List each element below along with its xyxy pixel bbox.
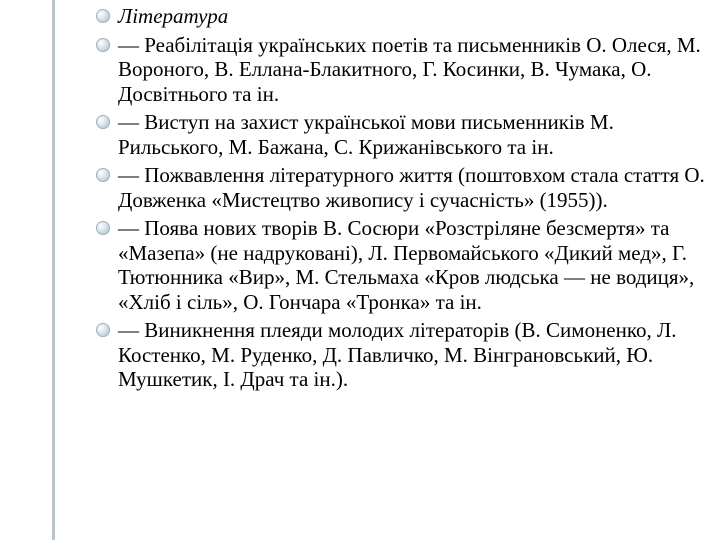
list-item-heading bbox=[96, 4, 708, 29]
list-item-text: — Реабілітація українських поетів та письменників О. Олеся, М. Вороного, В. Еллана-Блакитного, Г. Косинки, В. Чумака, О. Досвітнього та ін. bbox=[118, 32, 701, 106]
bullet-icon bbox=[96, 115, 110, 129]
bullet-icon bbox=[96, 221, 110, 235]
list-item bbox=[96, 216, 708, 314]
list-item bbox=[96, 110, 708, 159]
list-item-text: — Виникнення плеяди молодих літераторів (В. Симоненко, Л. Костенко, М. Руденко, Д. Павличко, М. Вінграновський, Ю. Мушкетик, І. Драч та ін.). bbox=[118, 318, 677, 391]
bullet-icon bbox=[96, 168, 110, 182]
list-item bbox=[96, 33, 708, 107]
list-item-text: — Поява нових творів В. Сосюри «Розстріляне безсмертя» та «Мазепа» (не надруковані), Л. Первомайського «Дикий мед», Г. Тютюнника «Вир», М. Стельмаха «Кров людська — не водиця», «Хліб і сіль», О. Гончара «Тронка» та ін. bbox=[118, 216, 695, 314]
left-decorative-rule bbox=[52, 0, 55, 540]
bullet-icon bbox=[96, 38, 110, 52]
bullet-icon bbox=[96, 323, 110, 337]
list-heading-text: Література bbox=[118, 4, 229, 28]
list-item bbox=[96, 318, 708, 392]
list-item bbox=[96, 163, 708, 212]
bullet-icon bbox=[96, 9, 110, 23]
bullet-list bbox=[96, 4, 708, 396]
list-item-text: — Пожвавлення літературного життя (поштовхом стала стаття О. Довженка «Мистецтво живопису і сучасність» (1955)). bbox=[118, 163, 705, 212]
list-item-text: — Виступ на захист української мови письменників М. Рильського, М. Бажана, С. Крижанівського та ін. bbox=[118, 110, 614, 159]
